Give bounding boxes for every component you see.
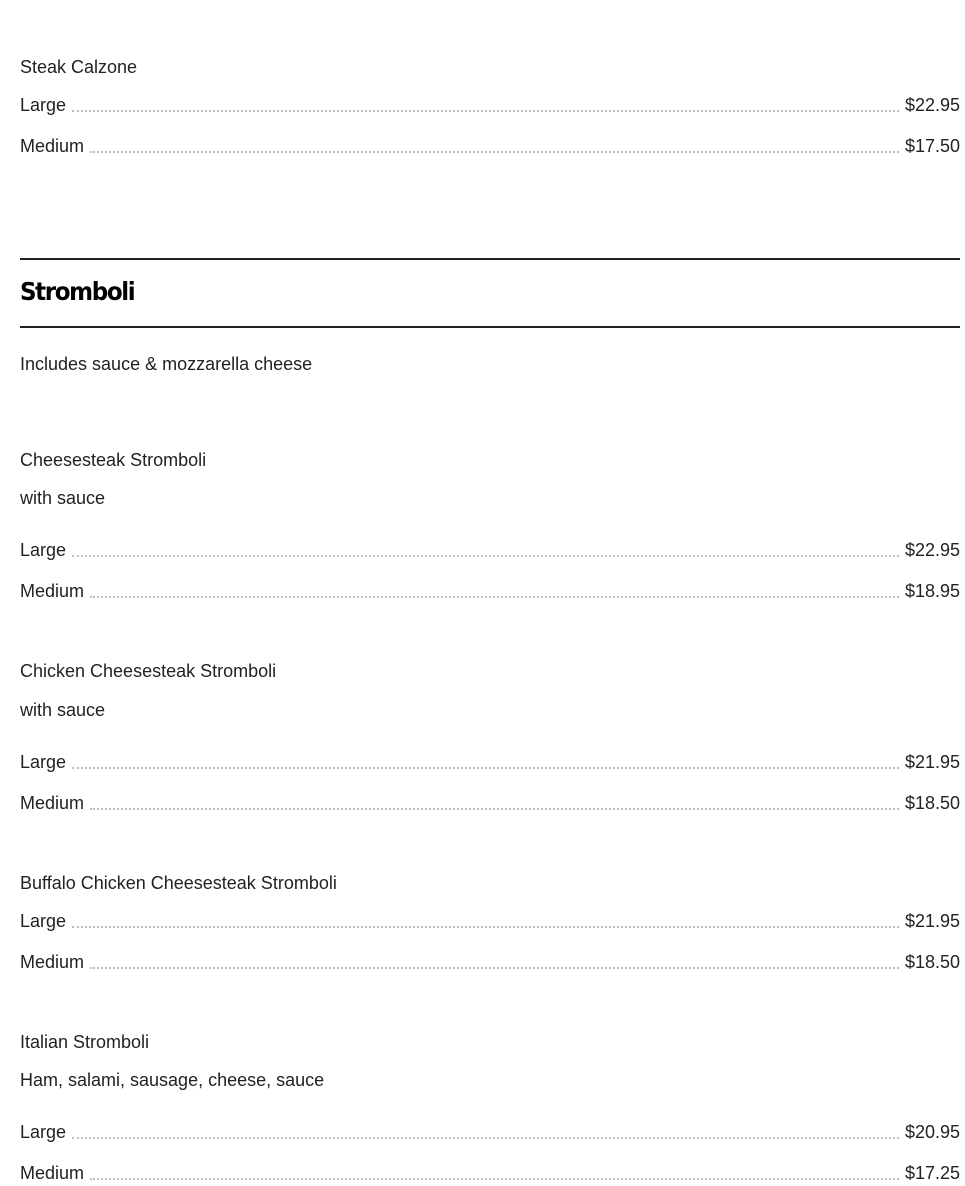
menu-item-name: Chicken Cheesesteak Stromboli bbox=[20, 661, 277, 681]
size-row bbox=[20, 951, 960, 973]
dotted-leader bbox=[72, 109, 899, 112]
size-label: Medium bbox=[20, 793, 85, 813]
menu-item-name: Buffalo Chicken Cheesesteak Stromboli bbox=[20, 873, 337, 893]
section-divider-bottom bbox=[20, 326, 960, 328]
menu-item-description: with sauce bbox=[20, 700, 106, 720]
price: $17.25 bbox=[904, 1163, 960, 1183]
size-label: Large bbox=[20, 752, 67, 772]
size-label: Large bbox=[20, 95, 67, 115]
dotted-leader bbox=[90, 1177, 899, 1180]
size-row bbox=[20, 1162, 960, 1184]
size-label: Large bbox=[20, 1122, 67, 1142]
dotted-leader bbox=[90, 966, 899, 969]
dotted-leader bbox=[72, 766, 899, 769]
price: $18.50 bbox=[904, 793, 960, 813]
dotted-leader bbox=[72, 1136, 899, 1139]
section-divider-top bbox=[20, 258, 960, 260]
size-label: Medium bbox=[20, 136, 85, 156]
dotted-leader bbox=[90, 595, 899, 598]
section-description: Includes sauce & mozzarella cheese bbox=[20, 354, 313, 374]
size-row bbox=[20, 751, 960, 773]
menu-item-description: with sauce bbox=[20, 488, 106, 508]
menu-item-name: Italian Stromboli bbox=[20, 1032, 150, 1052]
size-row bbox=[20, 539, 960, 561]
size-row bbox=[20, 135, 960, 157]
size-row bbox=[20, 580, 960, 602]
dotted-leader bbox=[90, 150, 899, 153]
menu-item-name: Cheesesteak Stromboli bbox=[20, 450, 207, 470]
price: $18.50 bbox=[904, 952, 960, 972]
menu-item-description: Ham, salami, sausage, cheese, sauce bbox=[20, 1070, 325, 1090]
size-label: Medium bbox=[20, 1163, 85, 1183]
menu-item-name: Steak Calzone bbox=[20, 57, 138, 77]
size-label: Large bbox=[20, 540, 67, 560]
price: $21.95 bbox=[904, 911, 960, 931]
size-label: Medium bbox=[20, 952, 85, 972]
size-label: Medium bbox=[20, 581, 85, 601]
price: $22.95 bbox=[904, 95, 960, 115]
size-row bbox=[20, 94, 960, 116]
price: $18.95 bbox=[904, 581, 960, 601]
section-title: Stromboli bbox=[20, 277, 135, 306]
price: $17.50 bbox=[904, 136, 960, 156]
dotted-leader bbox=[72, 554, 899, 557]
size-row bbox=[20, 792, 960, 814]
size-label: Large bbox=[20, 911, 67, 931]
price: $22.95 bbox=[904, 540, 960, 560]
size-row bbox=[20, 910, 960, 932]
price: $20.95 bbox=[904, 1122, 960, 1142]
dotted-leader bbox=[72, 925, 899, 928]
dotted-leader bbox=[90, 807, 899, 810]
size-row bbox=[20, 1121, 960, 1143]
price: $21.95 bbox=[904, 752, 960, 772]
